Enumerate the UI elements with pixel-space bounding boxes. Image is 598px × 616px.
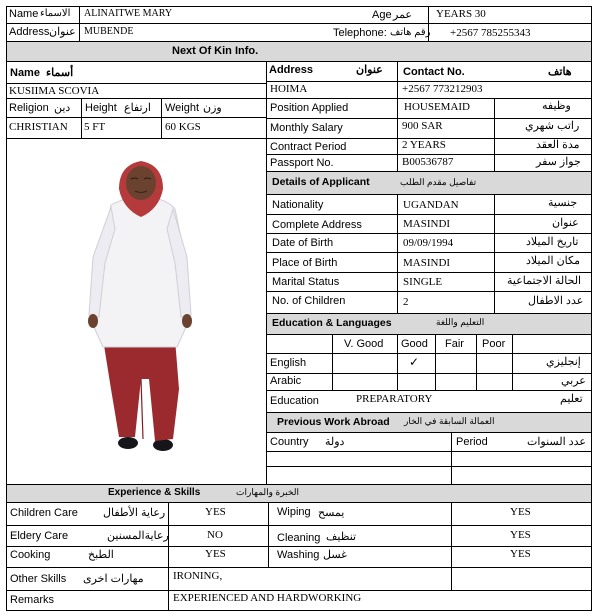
period-label: Period xyxy=(456,436,488,448)
pob-value: MASINDI xyxy=(403,257,451,269)
name-label: Name xyxy=(9,8,39,20)
position-value: HOUSEMAID xyxy=(404,101,470,113)
work-abroad-title-ar: العمالة السابقة في الخار xyxy=(404,416,495,426)
children-care-label-ar: رعاية الأطفال xyxy=(103,507,166,519)
contract-label: Contract Period xyxy=(270,141,347,153)
salary-label: Monthly Salary xyxy=(270,122,343,134)
contract-value: 2 YEARS xyxy=(402,139,446,151)
applicant-photo xyxy=(7,139,266,484)
address-label-ar: عنوان xyxy=(49,26,76,38)
address-label: Address xyxy=(9,26,50,38)
passport-label: Passport No. xyxy=(270,157,334,169)
eldery-care-value: NO xyxy=(207,529,223,541)
contract-label-ar: مدة العقد xyxy=(536,139,580,151)
remarks-label: Remarks xyxy=(10,594,55,606)
eldery-care-label-ar: رعايةالمسنين xyxy=(107,530,169,542)
washing-label: Washing xyxy=(277,549,320,561)
applicant-title-ar: تفاصيل مقدم الطلب xyxy=(400,177,477,187)
dob-value: 09/09/1994 xyxy=(403,237,454,249)
cleaning-label-ar: تنظيف xyxy=(326,531,357,543)
children-care-label: Children Care xyxy=(10,507,78,519)
kin-contact-label: Contact No. xyxy=(403,66,465,78)
cooking-label-ar: الطبخ xyxy=(88,549,114,561)
name-label-ar: الاسماء xyxy=(40,8,71,19)
level-vgood: V. Good xyxy=(344,338,384,350)
children-care-value: YES xyxy=(205,506,226,518)
children-count-label-ar: عدد الاطفال xyxy=(528,295,584,307)
salary-value: 900 SAR xyxy=(402,120,443,132)
cleaning-label: Cleaning xyxy=(277,532,321,544)
religion-label: Religion xyxy=(9,102,49,114)
weight-label-ar: وزن xyxy=(203,102,222,114)
other-skills-value: IRONING, xyxy=(173,570,223,582)
kin-address-label-ar: عنوان xyxy=(356,64,383,76)
name-value: ALINAITWE MARY xyxy=(84,8,173,19)
level-fair: Fair xyxy=(445,338,464,350)
remarks-value: EXPERIENCED AND HARDWORKING xyxy=(173,592,362,604)
weight-value: 60 KGS xyxy=(165,121,201,133)
cleaning-value: YES xyxy=(510,529,531,541)
washing-value: YES xyxy=(510,548,531,560)
age-label: Age xyxy=(372,9,392,21)
applicant-title: Details of Applicant xyxy=(272,176,370,188)
position-label: Position Applied xyxy=(270,102,349,114)
age-value: YEARS 30 xyxy=(436,8,486,20)
telephone-label: Telephone: xyxy=(333,27,387,39)
skills-header-bar xyxy=(6,484,592,502)
kin-address-value: HOIMA xyxy=(270,83,308,95)
wiping-value: YES xyxy=(510,506,531,518)
education-label-ar: تعليم xyxy=(560,393,583,405)
english-good-check: ✓ xyxy=(409,355,420,369)
kin-name-value: KUSIIMA SCOVIA xyxy=(9,85,100,97)
dob-label: Date of Birth xyxy=(272,237,334,249)
children-count-label: No. of Children xyxy=(272,295,346,307)
telephone-value: +2567 785255343 xyxy=(450,27,531,39)
passport-label-ar: جواز سفر xyxy=(536,156,581,168)
religion-label-ar: دين xyxy=(54,102,71,114)
country-label-ar: دولة xyxy=(325,436,345,448)
nationality-label-ar: جنسية xyxy=(548,197,578,209)
next-of-kin-header-bar xyxy=(6,41,592,61)
pob-label-ar: مكان الميلاد xyxy=(526,255,581,267)
kin-address-label: Address xyxy=(269,64,314,76)
level-good: Good xyxy=(401,338,428,350)
complete-address-label-ar: عنوان xyxy=(552,217,579,229)
other-skills-label-ar: مهارات اخرى xyxy=(83,573,144,585)
eldery-care-label: Eldery Care xyxy=(10,530,69,542)
other-skills-label: Other Skills xyxy=(10,573,67,585)
address-value: MUBENDE xyxy=(84,26,134,37)
kin-contact-value: +2567 773212903 xyxy=(402,83,483,95)
marital-label: Marital Status xyxy=(272,276,340,288)
period-label-ar: عدد السنوات xyxy=(527,436,586,448)
kin-name-label-ar: أسماء xyxy=(46,67,74,79)
arabic-label-ar: عربي xyxy=(561,375,586,387)
cooking-label: Cooking xyxy=(10,549,51,561)
cooking-value: YES xyxy=(205,548,226,560)
salary-label-ar: راتب شهري xyxy=(525,120,580,132)
nationality-value: UGANDAN xyxy=(403,199,459,211)
work-abroad-title: Previous Work Abroad xyxy=(277,416,390,428)
nationality-label: Nationality xyxy=(272,199,324,211)
washing-label-ar: غسل xyxy=(323,549,347,561)
marital-value: SINGLE xyxy=(403,276,443,288)
arabic-label: Arabic xyxy=(270,375,302,387)
kin-name-label: Name xyxy=(10,67,40,79)
education-label: Education xyxy=(270,395,319,407)
position-label-ar: وظيفه xyxy=(542,100,571,112)
skills-title-ar: الخبرة والمهارات xyxy=(236,487,299,497)
country-label: Country xyxy=(270,436,309,448)
english-label: English xyxy=(270,357,307,369)
height-value: 5 FT xyxy=(84,121,106,133)
wiping-label-ar: يمسح xyxy=(318,507,345,519)
weight-label: Weight xyxy=(165,102,200,114)
wiping-label: Wiping xyxy=(277,506,311,518)
education-value: PREPARATORY xyxy=(356,393,433,405)
next-of-kin-title: Next Of Kin Info. xyxy=(172,45,259,57)
dob-label-ar: تاريخ الميلاد xyxy=(526,236,579,248)
education-title: Education & Languages xyxy=(272,317,392,329)
skills-title: Experience & Skills xyxy=(108,487,201,498)
religion-value: CHRISTIAN xyxy=(9,121,68,133)
english-label-ar: إنجليزي xyxy=(546,356,581,368)
complete-address-label: Complete Address xyxy=(272,219,362,231)
kin-contact-label-ar: هاتف xyxy=(548,66,572,78)
complete-address-value: MASINDI xyxy=(403,218,451,230)
age-label-ar: عمر xyxy=(393,9,412,21)
education-title-ar: التعليم واللغة xyxy=(436,317,485,327)
telephone-label-ar: رقم هاتف xyxy=(390,27,431,38)
height-label: Height xyxy=(85,102,117,114)
level-poor: Poor xyxy=(482,338,506,350)
pob-label: Place of Birth xyxy=(272,257,338,269)
height-label-ar: ارتفاع xyxy=(124,102,151,114)
marital-label-ar: الحالة الاجتماعية xyxy=(507,275,582,287)
passport-value: B00536787 xyxy=(402,156,454,168)
children-count-value: 2 xyxy=(403,296,409,308)
